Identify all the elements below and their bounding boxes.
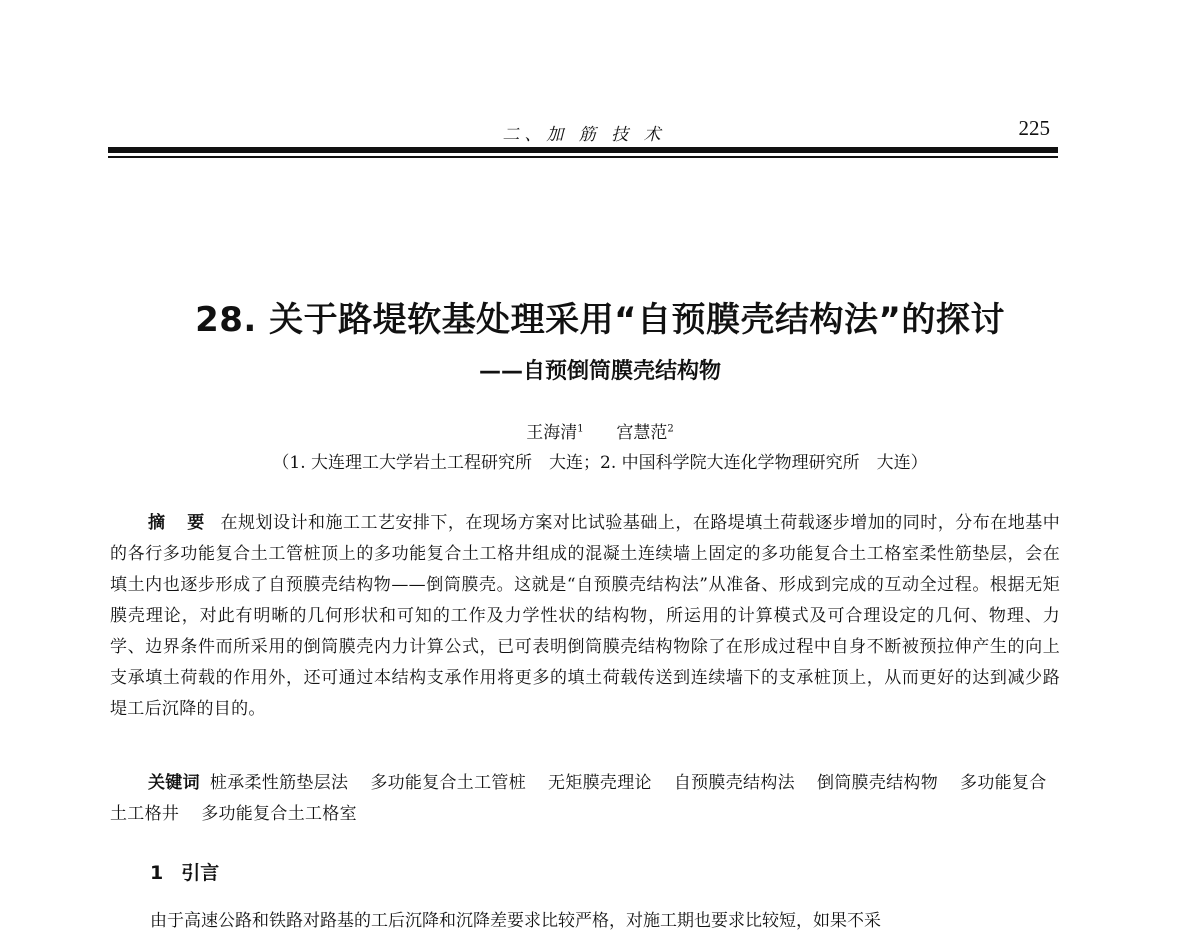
keyword: 桩承柔性筋垫层法 bbox=[209, 773, 349, 793]
section-heading bbox=[150, 858, 219, 885]
abstract bbox=[110, 508, 1060, 725]
abstract-text: 在规划设计和施工工艺安排下，在现场方案对比试验基础上，在路堤填土荷载逐步增加的同时，分布在地基中的各行多功能复合土工管桩顶上的多功能复合土工格井组成的混凝土连续墙上固定的多功能复合土工格室柔性筋垫层，会在填土内也逐步形成了自预膜壳结构物——倒筒膜壳。这就是“自预膜壳结构法”从准备、形成到完成的互动全过程。根据无矩膜壳理论，对此有明晰的几何形状和可知的工作及力学性状的结构物，所运用的计算模式及可合理设定的几何、物理、力学、边界条件而所采用的倒筒膜壳内力计算公式，已可表明倒筒膜壳结构物除了在形成过程中自身不断被预拉伸产生的向上支承填土荷载的作用外，还可通过本结构支承作用将更多的填土荷载传送到连续墙下的支承桩顶上，从而更好的达到减少路堤工后沉降的目的。 bbox=[110, 513, 1060, 719]
keywords-label: 关键词 bbox=[148, 773, 200, 793]
running-header bbox=[108, 112, 1060, 148]
author-list bbox=[0, 418, 1200, 443]
author-name: 宫慧范 bbox=[616, 423, 668, 443]
affiliation: （1. 大连理工大学岩土工程研究所 大连；2. 中国科学院大连化学物理研究所 大连） bbox=[272, 453, 928, 473]
keyword: 多功能复合土工管桩 bbox=[370, 773, 527, 793]
keyword: 倒筒膜壳结构物 bbox=[816, 773, 939, 793]
keyword: 多功能复合土工格井 bbox=[110, 773, 1047, 824]
page-number: 225 bbox=[1018, 116, 1050, 140]
paper-title: 28. 关于路堤软基处理采用“自预膜壳结构法”的探讨 bbox=[195, 300, 1005, 340]
section-title: 引言 bbox=[181, 862, 220, 884]
keyword: 多功能复合土工格室 bbox=[201, 804, 357, 824]
section-number: 1 bbox=[150, 862, 164, 884]
section-label: 二、加 筋 技 术 bbox=[502, 125, 666, 145]
author-affiliation-mark: 1 bbox=[577, 423, 584, 435]
keywords bbox=[110, 768, 1060, 830]
author-name: 王海清 bbox=[526, 423, 578, 443]
body-text-partial: 由于高速公路和铁路对路基的工后沉降和沉降差要求比较严格，对施工期也要求比较短，如果不采 bbox=[150, 911, 881, 931]
author-affiliation-mark: 2 bbox=[667, 423, 674, 435]
keyword: 无矩膜壳理论 bbox=[548, 773, 652, 793]
header-rule-thick bbox=[108, 147, 1058, 153]
paper-subtitle: ——自预倒筒膜壳结构物 bbox=[478, 359, 721, 384]
header-rule-thin bbox=[108, 156, 1058, 158]
keyword: 自预膜壳结构法 bbox=[673, 773, 795, 793]
abstract-label: 摘 要 bbox=[148, 513, 213, 533]
